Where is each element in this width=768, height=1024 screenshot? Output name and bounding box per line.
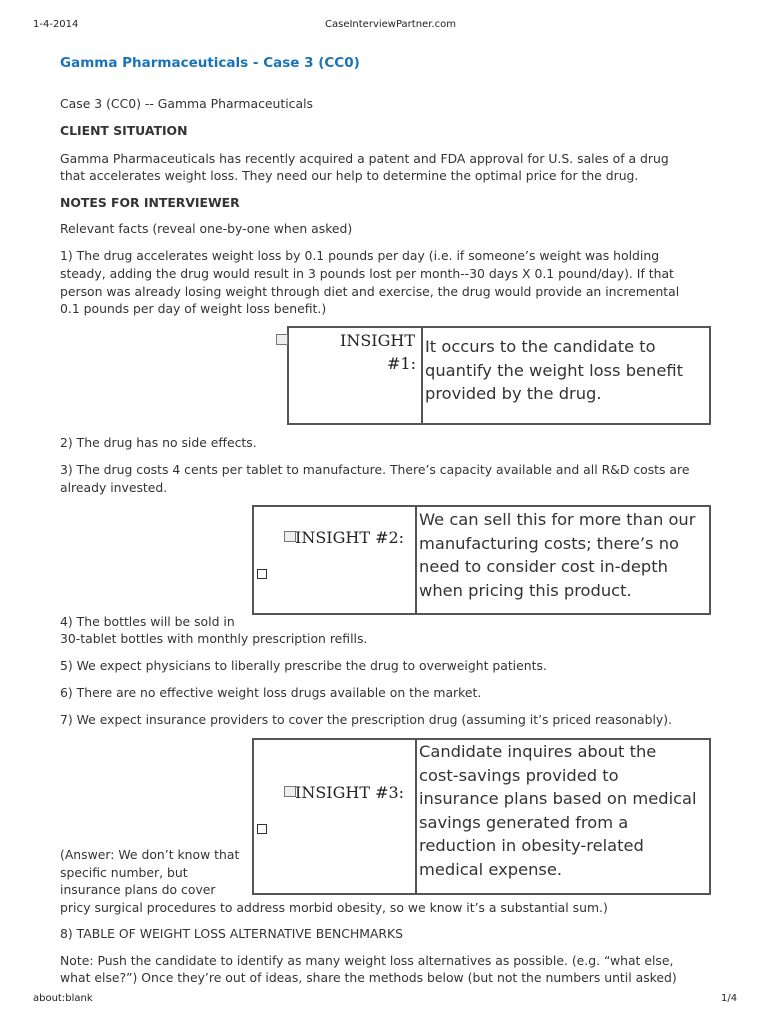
insight-3-table bbox=[252, 738, 711, 895]
client-situation-heading: CLIENT SITUATION bbox=[60, 123, 188, 138]
image-placeholder-icon bbox=[257, 824, 267, 834]
notes-heading: NOTES FOR INTERVIEWER bbox=[60, 195, 240, 210]
answer-line-2: specific number, but bbox=[60, 865, 188, 880]
client-line-1: Gamma Pharmaceuticals has recently acquired a patent and FDA approval for U.S. sales of a drug bbox=[60, 151, 669, 166]
footer-page-number: 1/4 bbox=[721, 993, 738, 1004]
case-subtitle: Case 3 (CC0) -- Gamma Pharmaceuticals bbox=[60, 96, 313, 111]
fact-4-line-2: 30-tablet bottles with monthly prescription refills. bbox=[60, 631, 368, 646]
fact-3-line-1: 3) The drug costs 4 cents per tablet to manufacture. There’s capacity available and all R&D costs are bbox=[60, 462, 690, 477]
fact-1-line-1: 1) The drug accelerates weight loss by 0.1 pounds per day (i.e. if someone’s weight was holding bbox=[60, 248, 660, 263]
client-line-2: that accelerates weight loss. They need our help to determine the optimal price for the drug. bbox=[60, 168, 639, 183]
page-title: Gamma Pharmaceuticals - Case 3 (CC0) bbox=[60, 55, 360, 71]
answer-line-3: insurance plans do cover bbox=[60, 882, 216, 897]
insight-2-text: We can sell this for more than our manufacturing costs; there’s no need to consider cost in-depth when pricing this product. bbox=[419, 510, 696, 600]
fact-8: 8) TABLE OF WEIGHT LOSS ALTERNATIVE BENCHMARKS bbox=[60, 926, 404, 941]
fact-2: 2) The drug has no side effects. bbox=[60, 435, 257, 450]
fact-1-line-4: 0.1 pounds per day of weight loss benefit.) bbox=[60, 301, 327, 316]
answer-line-4: pricy surgical procedures to address morbid obesity, so we know it’s a substantial sum.) bbox=[60, 900, 608, 915]
print-site: CaseInterviewPartner.com bbox=[325, 19, 456, 30]
image-placeholder-icon bbox=[257, 569, 267, 579]
print-date: 1-4-2014 bbox=[33, 19, 79, 30]
insight-3-text: Candidate inquires about the cost-savings provided to insurance plans based on medical savings generated from a reduction in obesity-related medical expense. bbox=[419, 742, 697, 879]
answer-line-1: (Answer: We don’t know that bbox=[60, 847, 240, 862]
insight-1-text: It occurs to the candidate to quantify the weight loss benefit provided by the drug. bbox=[425, 337, 684, 403]
fact-5: 5) We expect physicians to liberally prescribe the drug to overweight patients. bbox=[60, 658, 547, 673]
insight-2-table bbox=[252, 505, 711, 615]
image-placeholder-icon bbox=[276, 334, 288, 345]
insight-2-label: INSIGHT #2: bbox=[295, 528, 405, 547]
fact-3-line-2: already invested. bbox=[60, 480, 168, 495]
insight-3-label-cell bbox=[254, 740, 417, 893]
insight-3-label: INSIGHT #3: bbox=[295, 783, 405, 802]
note-line-1: Note: Push the candidate to identify as many weight loss alternatives as possible. (e.g. “what else, bbox=[60, 953, 674, 968]
fact-4-line-1: 4) The bottles will be sold in bbox=[60, 614, 235, 629]
insight-1-label: INSIGHT bbox=[340, 331, 416, 350]
fact-1-line-3: person was already losing weight through diet and exercise, the drug would provide an incremental bbox=[60, 284, 680, 299]
insight-1-table bbox=[287, 326, 711, 425]
insight-1-label-cell bbox=[289, 328, 423, 423]
fact-7: 7) We expect insurance providers to cover the prescription drug (assuming it’s priced reasonably). bbox=[60, 712, 672, 727]
fact-1-line-2: steady, adding the drug would result in 3 pounds lost per month--30 days X 0.1 pound/day). If that bbox=[60, 266, 674, 281]
note-line-2: what else?”) Once they’re out of ideas, share the methods below (but not the numbers until asked) bbox=[60, 970, 677, 985]
insight-2-label-cell bbox=[254, 507, 417, 613]
relevant-facts: Relevant facts (reveal one-by-one when asked) bbox=[60, 221, 353, 236]
fact-6: 6) There are no effective weight loss drugs available on the market. bbox=[60, 685, 482, 700]
footer-url: about:blank bbox=[33, 993, 93, 1004]
insight-1-number: #1: bbox=[387, 354, 416, 373]
